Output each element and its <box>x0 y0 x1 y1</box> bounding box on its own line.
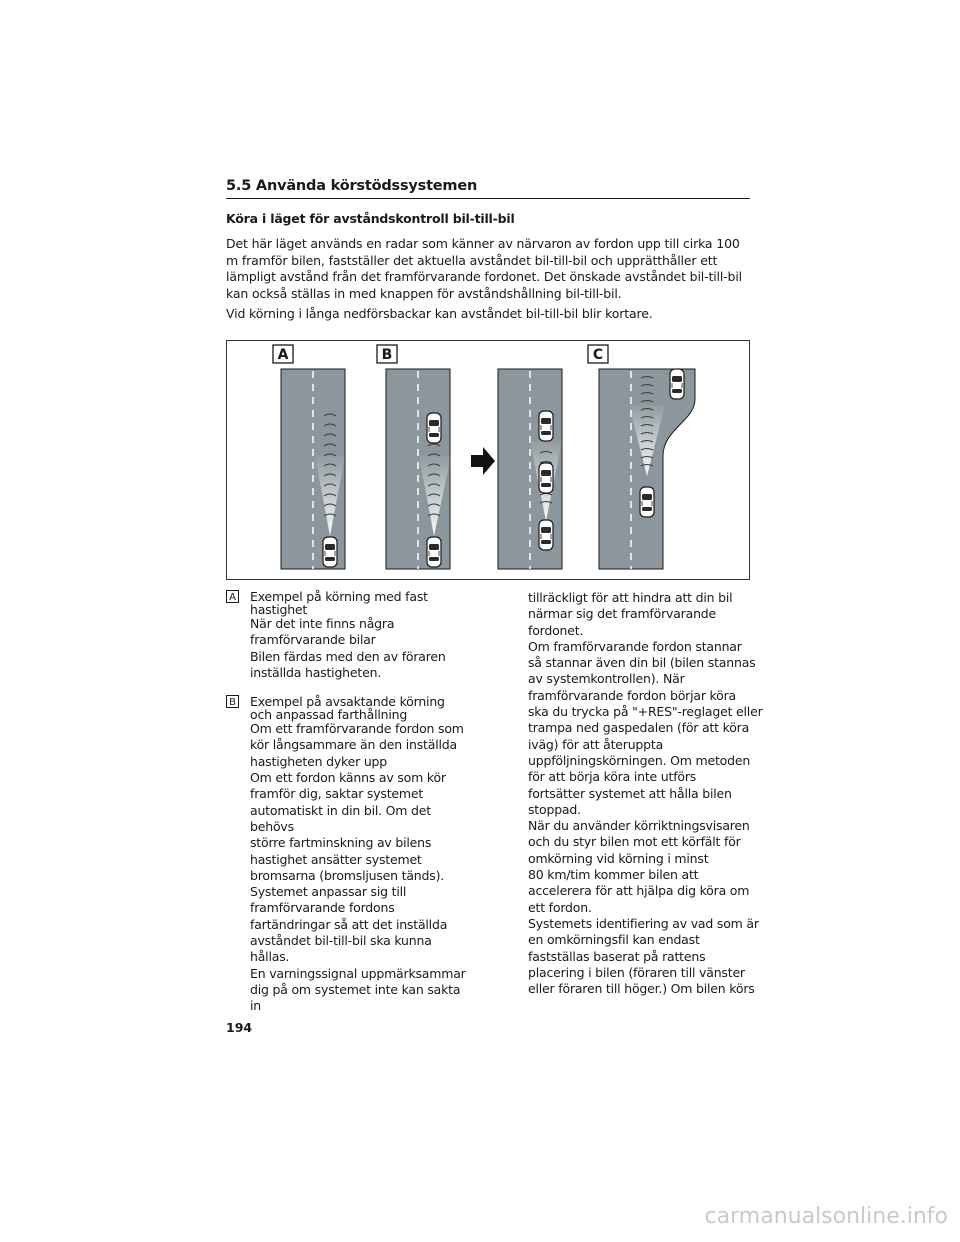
item-b-line: kör långsammare än den inställda <box>250 737 457 753</box>
lead-car-c <box>670 369 684 399</box>
label-b-text: B <box>381 347 393 363</box>
label-a-text: A <box>277 347 289 363</box>
right-column-line: och du styr bilen mot ett körfält för <box>528 834 741 850</box>
marker-b: B <box>226 695 239 708</box>
right-column-line: av systemkontrollen). När <box>528 671 685 687</box>
item-b-line: Om ett fordon känns av som kör <box>250 770 446 786</box>
own-car-b <box>427 537 441 567</box>
lead-car-b2 <box>539 411 553 441</box>
right-column-line: ett fordon. <box>528 899 592 915</box>
transition-arrow-icon <box>471 447 495 475</box>
item-b <box>226 695 466 1014</box>
right-column-line: en omkörningsfil kan endast <box>528 932 700 948</box>
subheading: Köra i läget för avståndskontroll bil-till-bil <box>226 211 515 226</box>
right-column-line: eller föraren till höger.) Om bilen körs <box>528 981 755 997</box>
right-column-line: Systemets identifiering av vad som är <box>528 915 759 931</box>
item-a-title: Exempel på körning med fast hastighet <box>250 589 428 617</box>
middle-car-b2 <box>539 463 553 493</box>
item-b-line: fartändringar så att det inställda <box>250 916 448 932</box>
item-a-line: framförvarande bilar <box>250 632 376 648</box>
item-b-line: bromsarna (bromsljusen tänds). <box>250 867 445 883</box>
item-b-line: framförvarande fordons <box>250 900 395 916</box>
marker-a: A <box>226 590 239 603</box>
item-b-line: Systemet anpassar sig till <box>250 884 407 900</box>
item-b-body <box>226 721 466 1014</box>
own-car-b2 <box>539 520 553 550</box>
item-a-line: Bilen färdas med den av föraren <box>250 648 446 664</box>
item-b-line: större fartminskning av bilens <box>250 835 432 851</box>
lead-car-b <box>427 413 441 443</box>
right-column-line: Om framförvarande fordon stannar <box>528 638 742 654</box>
section-title: 5.5 Använda körstödssystemen <box>226 178 478 194</box>
right-column-line: fortsätter systemet att hålla bilen <box>528 785 732 801</box>
right-column-line: framförvarande fordon börjar köra <box>528 687 736 703</box>
road-b2 <box>498 369 562 569</box>
right-column-line: uppföljningskörningen. Om metoden <box>528 752 751 768</box>
right-column-line: närmar sig det framförvarande <box>528 606 717 622</box>
right-column-line: tillräckligt för att hindra att din bil <box>528 590 733 605</box>
right-column-line: 80 km/tim kommer bilen att <box>528 867 699 883</box>
right-column-line: iväg) för att återuppta <box>528 736 664 752</box>
downhill-note: Vid körning i långa nedförsbackar kan avståndet bil-till-bil blir kortare. <box>226 306 653 321</box>
item-b-line: dig på om systemet inte kan sakta in <box>250 981 461 1014</box>
right-column-line: fordonet. <box>528 622 584 638</box>
left-column <box>226 590 466 1015</box>
item-b-line: Om ett framförvarande fordon som <box>250 721 464 737</box>
road-b <box>386 369 451 569</box>
item-b-line: En varningssignal uppmärksammar <box>250 965 466 981</box>
right-column-line: trampa ned gaspedalen (för att köra <box>528 720 750 736</box>
item-b-line: automatiskt in din bil. Om det behövs <box>250 802 431 834</box>
item-b-line: hastighet ansätter systemet <box>250 851 422 867</box>
page-number: 194 <box>226 1020 253 1035</box>
item-b-title: Exempel på avsaktande körning och anpassad farthållning <box>250 694 445 723</box>
watermark: carmanualsonline.info <box>704 1204 948 1229</box>
item-a-line: När det inte finns några <box>250 616 395 631</box>
item-b-line: hastigheten dyker upp <box>250 753 388 769</box>
label-c-text: C <box>592 347 604 363</box>
road-a <box>281 369 345 569</box>
right-column-line: omkörning vid körning i minst <box>528 850 709 866</box>
right-column-line: fastställas baserat på rattens <box>528 948 706 964</box>
item-b-line: avståndet bil-till-bil ska kunna hållas. <box>250 933 432 965</box>
right-column-line: stoppad. <box>528 801 581 817</box>
own-car-a <box>323 537 337 567</box>
right-column-line: accelerera för att hjälpa dig köra om <box>528 883 750 899</box>
right-column-line: så stannar även din bil (bilen stannas <box>528 655 756 671</box>
right-column-line: placering i bilen (föraren till vänster <box>528 964 745 980</box>
item-a-line: inställda hastigheten. <box>250 664 382 680</box>
item-b-line: framför dig, saktar systemet <box>250 786 424 802</box>
distance-control-figure <box>226 340 750 580</box>
label-c <box>588 345 608 363</box>
right-column-line: för att börja köra inte utförs <box>528 769 697 785</box>
item-a-body <box>226 616 466 681</box>
figure-illustration <box>227 341 749 579</box>
right-column-line: När du använder körriktningsvisaren <box>528 818 750 834</box>
right-column-line: ska du trycka på "+RES"-reglaget eller <box>528 704 763 720</box>
section-divider <box>226 198 750 199</box>
right-column <box>528 590 768 997</box>
road-c <box>599 369 695 569</box>
item-a <box>226 590 466 681</box>
own-car-c <box>640 487 654 517</box>
intro-paragraph: Det här läget används en radar som känner av närvaron av fordon upp till cirka 100 m framför bilen, fastställer det aktuella avståndet bil-till-bil och upprätthåller ett lämpligt avstånd från det framförvarande fordonet. Det önskade avståndet bil-till-bil kan också ställas in med knappen för avståndshållning bil-till-bil. <box>226 236 742 301</box>
label-b <box>377 345 397 363</box>
label-a <box>273 345 293 363</box>
